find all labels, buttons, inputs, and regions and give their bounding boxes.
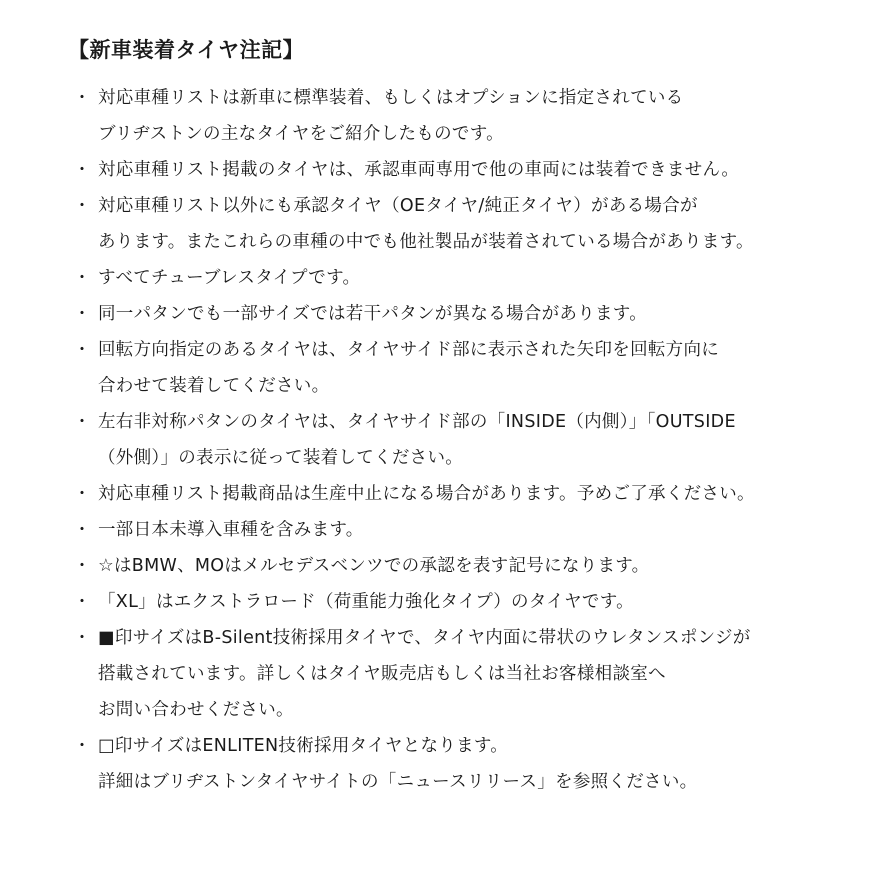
bullet-marker: ・ [73,520,91,540]
note-line: お問い合わせください。 [98,700,294,720]
bullet-marker: ・ [73,592,91,612]
note-item [72,404,862,476]
note-item [72,80,862,152]
bullet-marker: ・ [73,412,91,432]
note-item [72,152,862,188]
note-item [72,332,862,404]
note-line: ブリヂストンの主なタイヤをご紹介したものです。 [98,124,504,144]
bullet-marker: ・ [73,628,91,648]
note-line: □印サイズはENLITEN技術採用タイヤとなります。 [98,736,509,756]
note-line: （外側）」の表示に従って装着してください。 [98,448,464,468]
page-title: 【新車装着タイヤ注記】 [68,38,305,62]
note-line: 詳細はブリヂストンタイヤサイトの「ニュースリリース」を参照ください。 [98,772,698,792]
note-line: 対応車種リスト掲載のタイヤは、承認車両専用で他の車両には装着できません。 [98,160,740,180]
note-line: 「XL」はエクストラロード（荷重能力強化タイプ）のタイヤです。 [98,592,634,612]
bullet-marker: ・ [73,196,91,216]
note-line: 搭載されています。詳しくはタイヤ販売店もしくは当社お客様相談室へ [98,664,666,684]
note-item [72,476,862,512]
note-line: あります。またこれらの車種の中でも他社製品が装着されている場合があります。 [98,232,754,252]
note-line: 対応車種リストは新車に標準装着、もしくはオプションに指定されている [98,88,684,108]
notes-list [72,80,862,800]
bullet-marker: ・ [73,304,91,324]
note-line: 一部日本未導入車種を含みます。 [98,520,364,540]
note-line: 対応車種リスト以外にも承認タイヤ（OEタイヤ/純正タイヤ）がある場合が [98,196,698,216]
note-line: ☆はBMW、MOはメルセデスベンツでの承認を表す記号になります。 [98,556,650,576]
note-item [72,296,862,332]
bullet-marker: ・ [73,268,91,288]
note-item [72,548,862,584]
note-line: すべてチューブレスタイプです。 [98,268,361,288]
note-item [72,260,862,296]
bullet-marker: ・ [73,556,91,576]
note-item [72,584,862,620]
bullet-marker: ・ [73,736,91,756]
note-item [72,188,862,260]
note-line: ■印サイズはB-Silent技術採用タイヤで、タイヤ内面に帯状のウレタンスポンジが [98,628,751,648]
note-item [72,620,862,728]
bullet-marker: ・ [73,484,91,504]
note-line: 対応車種リスト掲載商品は生産中止になる場合があります。予めご了承ください。 [98,484,755,504]
bullet-marker: ・ [73,88,91,108]
note-line: 左右非対称パタンのタイヤは、タイヤサイド部の「INSIDE（内側）」「OUTSIDE [98,412,736,432]
bullet-marker: ・ [73,160,91,180]
note-item [72,512,862,548]
note-line: 回転方向指定のあるタイヤは、タイヤサイド部に表示された矢印を回転方向に [98,340,720,360]
note-line: 合わせて装着してください。 [98,376,330,396]
note-item [72,728,862,800]
note-line: 同一パタンでも一部サイズでは若干パタンが異なる場合があります。 [98,304,647,324]
bullet-marker: ・ [73,340,91,360]
